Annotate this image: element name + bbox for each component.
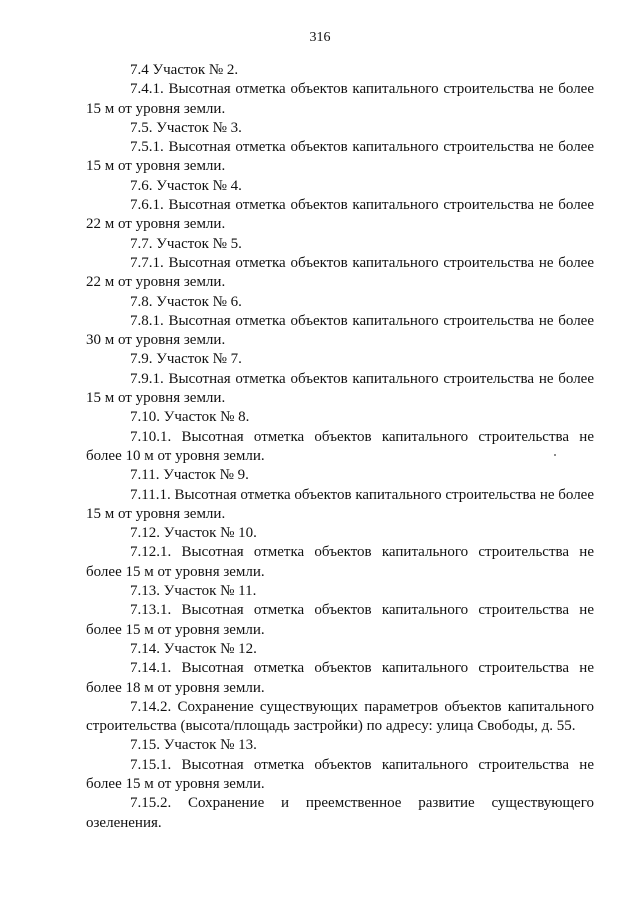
document-body <box>86 61 594 833</box>
section-heading: 7.9. Участок № 7. <box>130 351 242 368</box>
section-item: 7.15.2. Сохранение и преемственное развитие существующего озеленения. <box>86 795 594 831</box>
page-number: 316 <box>309 30 331 45</box>
section-heading: 7.13. Участок № 11. <box>130 583 257 600</box>
section-item: 7.5.1. Высотная отметка объектов капитального строительства не более 15 м от уровня земли. <box>86 139 594 175</box>
section-heading: 7.10. Участок № 8. <box>130 409 250 426</box>
section-item: 7.10.1. Высотная отметка объектов капитального строительства не более 10 м от уровня земли. <box>86 428 594 464</box>
section-item: 7.4.1. Высотная отметка объектов капитального строительства не более 15 м от уровня земли. <box>86 81 594 117</box>
section-item: 7.14.1. Высотная отметка объектов капитального строительства не более 18 м от уровня земли. <box>86 660 594 696</box>
section-heading: 7.11. Участок № 9. <box>130 467 249 484</box>
section-heading: 7.7. Участок № 5. <box>130 235 242 252</box>
section-heading: 7.14. Участок № 12. <box>130 640 257 657</box>
section-heading: 7.15. Участок № 13. <box>130 737 257 754</box>
section-item: 7.8.1. Высотная отметка объектов капитального строительства не более 30 м от уровня земли. <box>86 312 594 349</box>
section-item: 7.14.2. Сохранение существующих параметров объектов капитального строительства (высота/площадь застройки) по адресу: улица Свободы, д. 55. <box>86 698 594 735</box>
section-item: 7.11.1. Высотная отметка объектов капитального строительства не более 15 м от уровня земли. <box>86 486 594 522</box>
section-item: 7.9.1. Высотная отметка объектов капитального строительства не более 15 м от уровня земли. <box>86 370 594 407</box>
scan-speck <box>554 454 556 456</box>
section-heading: 7.8. Участок № 6. <box>130 293 242 310</box>
section-heading: 7.4 Участок № 2. <box>130 62 239 78</box>
section-heading: 7.6. Участок № 4. <box>130 177 242 194</box>
section-item: 7.6.1. Высотная отметка объектов капитального строительства не более 22 м от уровня земли. <box>86 197 594 233</box>
section-item: 7.12.1. Высотная отметка объектов капитального строительства не более 15 м от уровня земли. <box>86 544 594 580</box>
section-item: 7.7.1. Высотная отметка объектов капитального строительства не более 22 м от уровня земли. <box>86 254 594 291</box>
section-heading: 7.5. Участок № 3. <box>130 119 242 136</box>
section-heading: 7.12. Участок № 10. <box>130 525 257 542</box>
section-item: 7.15.1. Высотная отметка объектов капитального строительства не более 15 м от уровня земли. <box>86 756 594 792</box>
section-item: 7.13.1. Высотная отметка объектов капитального строительства не более 15 м от уровня земли. <box>86 602 594 638</box>
